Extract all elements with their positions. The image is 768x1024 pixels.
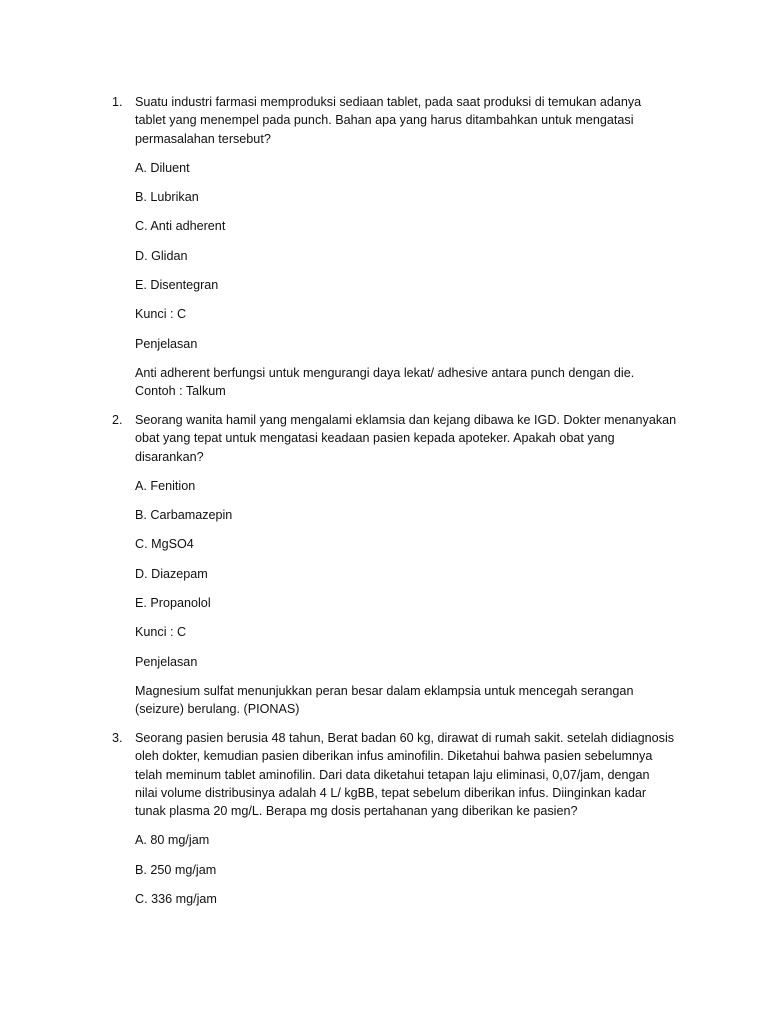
explanation-text (135, 682, 682, 719)
question-body (135, 93, 682, 401)
answer-option-c: C. Anti adherent (135, 219, 226, 234)
explanation-title: Penjelasan (135, 654, 198, 669)
question-2 (112, 411, 682, 719)
question-text-line: tunak plasma 20 mg/L. Berapa mg dosis pertahanan yang diberikan ke pasien? (135, 804, 578, 819)
answer-key: Kunci : C (135, 625, 187, 640)
answer-option-b: B. Carbamazepin (135, 508, 233, 523)
question-text-line: oleh dokter, kemudian pasien diberikan infus aminofilin. Diketahui bahwa pasien sebelumnya (135, 749, 653, 764)
question-1 (112, 93, 682, 401)
explanation-line: (seizure) berulang. (PIONAS) (135, 702, 300, 717)
question-text-line: disarankan? (135, 449, 204, 464)
explanation-line: Magnesium sulfat menunjukkan peran besar dalam eklampsia untuk mencegah serangan (135, 683, 634, 698)
answer-option-e: E. Propanolol (135, 596, 211, 611)
question-text-line: obat yang tepat untuk mengatasi keadaan pasien kepada apoteker. Apakah obat yang (135, 431, 615, 446)
question-text-line: nilai volume distribusinya adalah 4 L/ kgBB, tepat sebelum diberikan infus. Diinginkan kadar (135, 785, 647, 800)
question-3 (112, 729, 682, 908)
question-text-line: tablet yang menempel pada punch. Bahan apa yang harus ditambahkan untuk mengatasi (135, 113, 634, 128)
answer-option-c: C. MgSO4 (135, 537, 194, 552)
answer-option-b: B. Lubrikan (135, 190, 199, 205)
answer-option-d: D. Glidan (135, 248, 188, 263)
question-number: 2. (112, 413, 123, 427)
explanation-text (135, 364, 682, 401)
question-text-line: Suatu industri farmasi memproduksi sediaan tablet, pada saat produksi di temukan adanya (135, 95, 642, 109)
question-text-line: telah meminum tablet aminofilin. Dari data diketahui tetapan laju eliminasi, 0,07/jam, dengan (135, 767, 650, 782)
answer-option-a: A. 80 mg/jam (135, 833, 210, 848)
question-number: 1. (112, 95, 123, 109)
answer-option-c: C. 336 mg/jam (135, 892, 217, 907)
question-number: 3. (112, 731, 123, 745)
explanation-line: Anti adherent berfungsi untuk mengurangi daya lekat/ adhesive antara punch dengan die. (135, 365, 635, 380)
question-text-line: permasalahan tersebut? (135, 131, 271, 146)
answer-option-b: B. 250 mg/jam (135, 862, 217, 877)
explanation-title: Penjelasan (135, 336, 198, 351)
answer-option-d: D. Diazepam (135, 566, 208, 581)
question-body (135, 411, 682, 719)
explanation-line: Contoh : Talkum (135, 384, 226, 399)
question-text-line: Seorang wanita hamil yang mengalami eklamsia dan kejang dibawa ke IGD. Dokter menanyakan (135, 413, 677, 427)
answer-key: Kunci : C (135, 307, 187, 322)
question-body (135, 729, 682, 908)
answer-option-a: A. Diluent (135, 160, 190, 175)
answer-option-a: A. Fenition (135, 478, 196, 493)
question-text-line: Seorang pasien berusia 48 tahun, Berat badan 60 kg, dirawat di rumah sakit. setelah didiagnosis (135, 731, 675, 745)
answer-option-e: E. Disentegran (135, 278, 219, 293)
